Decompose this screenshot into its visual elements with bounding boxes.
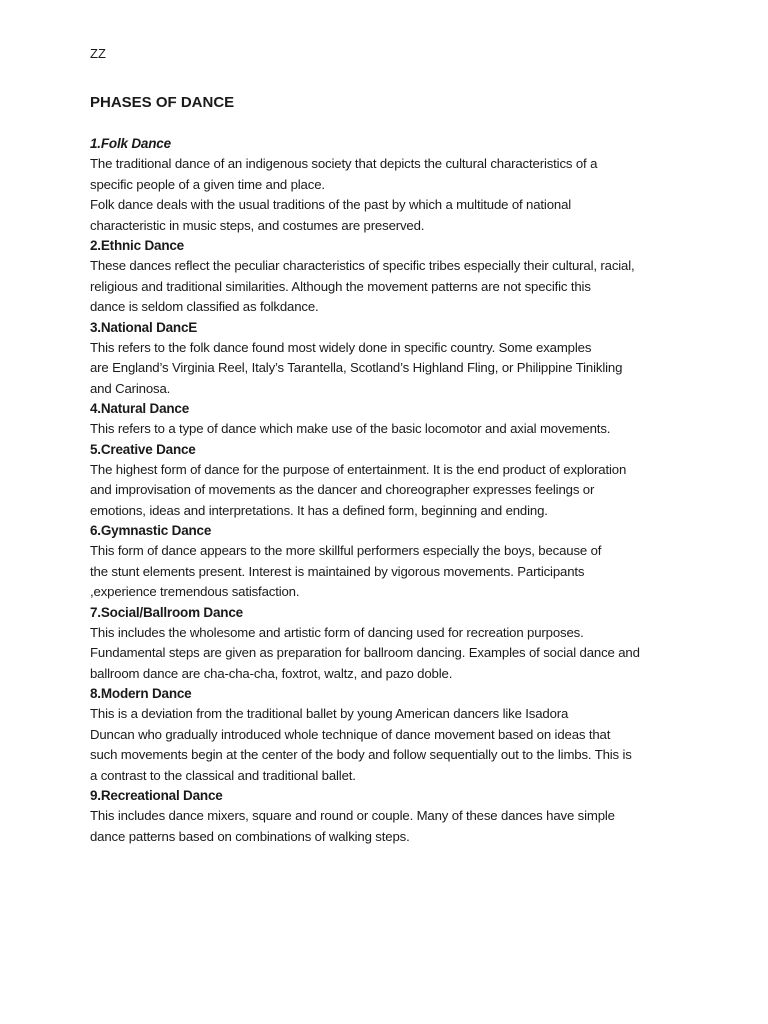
paragraph-line: dance patterns based on combinations of walking steps. bbox=[90, 828, 410, 844]
section bbox=[90, 603, 688, 685]
section-heading: 9.Recreational Dance bbox=[90, 788, 223, 803]
paragraph-line: Duncan who gradually introduced whole technique of dance movement based on ideas that bbox=[90, 726, 611, 742]
paragraph-line: This includes the wholesome and artistic form of dancing used for recreation purposes. bbox=[90, 624, 584, 640]
section-heading: 2.Ethnic Dance bbox=[90, 238, 184, 253]
paragraph-line: dance is seldom classified as folkdance. bbox=[90, 299, 319, 314]
paragraph-line: the stunt elements present. Interest is maintained by vigorous movements. Participants bbox=[90, 563, 585, 579]
paragraph-line: ballroom dance are cha-cha-cha, foxtrot, waltz, and pazo doble. bbox=[90, 665, 453, 681]
section-heading: 3.National DancE bbox=[90, 319, 198, 335]
section-heading: 6.Gymnastic Dance bbox=[90, 523, 212, 538]
paragraph-line: Folk dance deals with the usual traditions of the past by which a multitude of national bbox=[90, 197, 572, 212]
paragraph-line: and Carinosa. bbox=[90, 380, 171, 396]
paragraph-line: This form of dance appears to the more skillful performers especially the boys, because of bbox=[90, 543, 602, 558]
paragraph-line: and improvisation of movements as the dancer and choreographer expresses feelings or bbox=[90, 482, 595, 497]
section-heading: 7.Social/Ballroom Dance bbox=[90, 604, 243, 620]
section bbox=[90, 440, 688, 522]
paragraph-line: a contrast to the classical and traditional ballet. bbox=[90, 767, 356, 783]
header-mark: ZZ bbox=[90, 46, 106, 61]
section bbox=[90, 521, 688, 603]
paragraph-line: Fundamental steps are given as preparation for ballroom dancing. Examples of social dance and bbox=[90, 645, 640, 660]
section-heading: 5.Creative Dance bbox=[90, 441, 196, 457]
paragraph-line: This is a deviation from the traditional ballet by young American dancers like Isadora bbox=[90, 706, 569, 721]
section bbox=[90, 786, 688, 847]
section-heading: 4.Natural Dance bbox=[90, 401, 190, 416]
paragraph-line: The traditional dance of an indigenous society that depicts the cultural characteristics of a bbox=[90, 156, 598, 171]
sections-container bbox=[90, 134, 688, 847]
paragraph-line: This includes dance mixers, square and round or couple. Many of these dances have simple bbox=[90, 808, 615, 823]
paragraph-line: characteristic in music steps, and costumes are preserved. bbox=[90, 217, 425, 233]
paragraph-line: emotions, ideas and interpretations. It has a defined form, beginning and ending. bbox=[90, 502, 548, 518]
paragraph-line: This refers to the folk dance found most widely done in specific country. Some examples bbox=[90, 339, 592, 355]
paragraph-line: such movements begin at the center of the body and follow sequentially out to the limbs. This is bbox=[90, 747, 632, 762]
document-title: PHASES OF DANCE bbox=[90, 94, 235, 111]
paragraph-line: religious and traditional similarities. Although the movement patterns are not specific this bbox=[90, 278, 591, 294]
paragraph-line: These dances reflect the peculiar characteristics of specific tribes especially their cultural, racial, bbox=[90, 258, 635, 273]
paragraph-line: specific people of a given time and place. bbox=[90, 176, 325, 192]
paragraph-line: The highest form of dance for the purpose of entertainment. It is the end product of exploration bbox=[90, 461, 627, 477]
paragraph-line: are England’s Virginia Reel, Italy’s Tarantella, Scotland’s Highland Fling, or Philippine Tinikling bbox=[90, 360, 623, 375]
section-heading: 8.Modern Dance bbox=[90, 686, 192, 701]
section bbox=[90, 134, 688, 236]
section bbox=[90, 236, 688, 318]
section bbox=[90, 684, 688, 786]
section-heading: 1.Folk Dance bbox=[90, 136, 171, 151]
paragraph-line: This refers to a type of dance which make use of the basic locomotor and axial movements. bbox=[90, 421, 611, 436]
section bbox=[90, 399, 688, 440]
paragraph-line: ,experience tremendous satisfaction. bbox=[90, 584, 300, 599]
section bbox=[90, 318, 688, 400]
